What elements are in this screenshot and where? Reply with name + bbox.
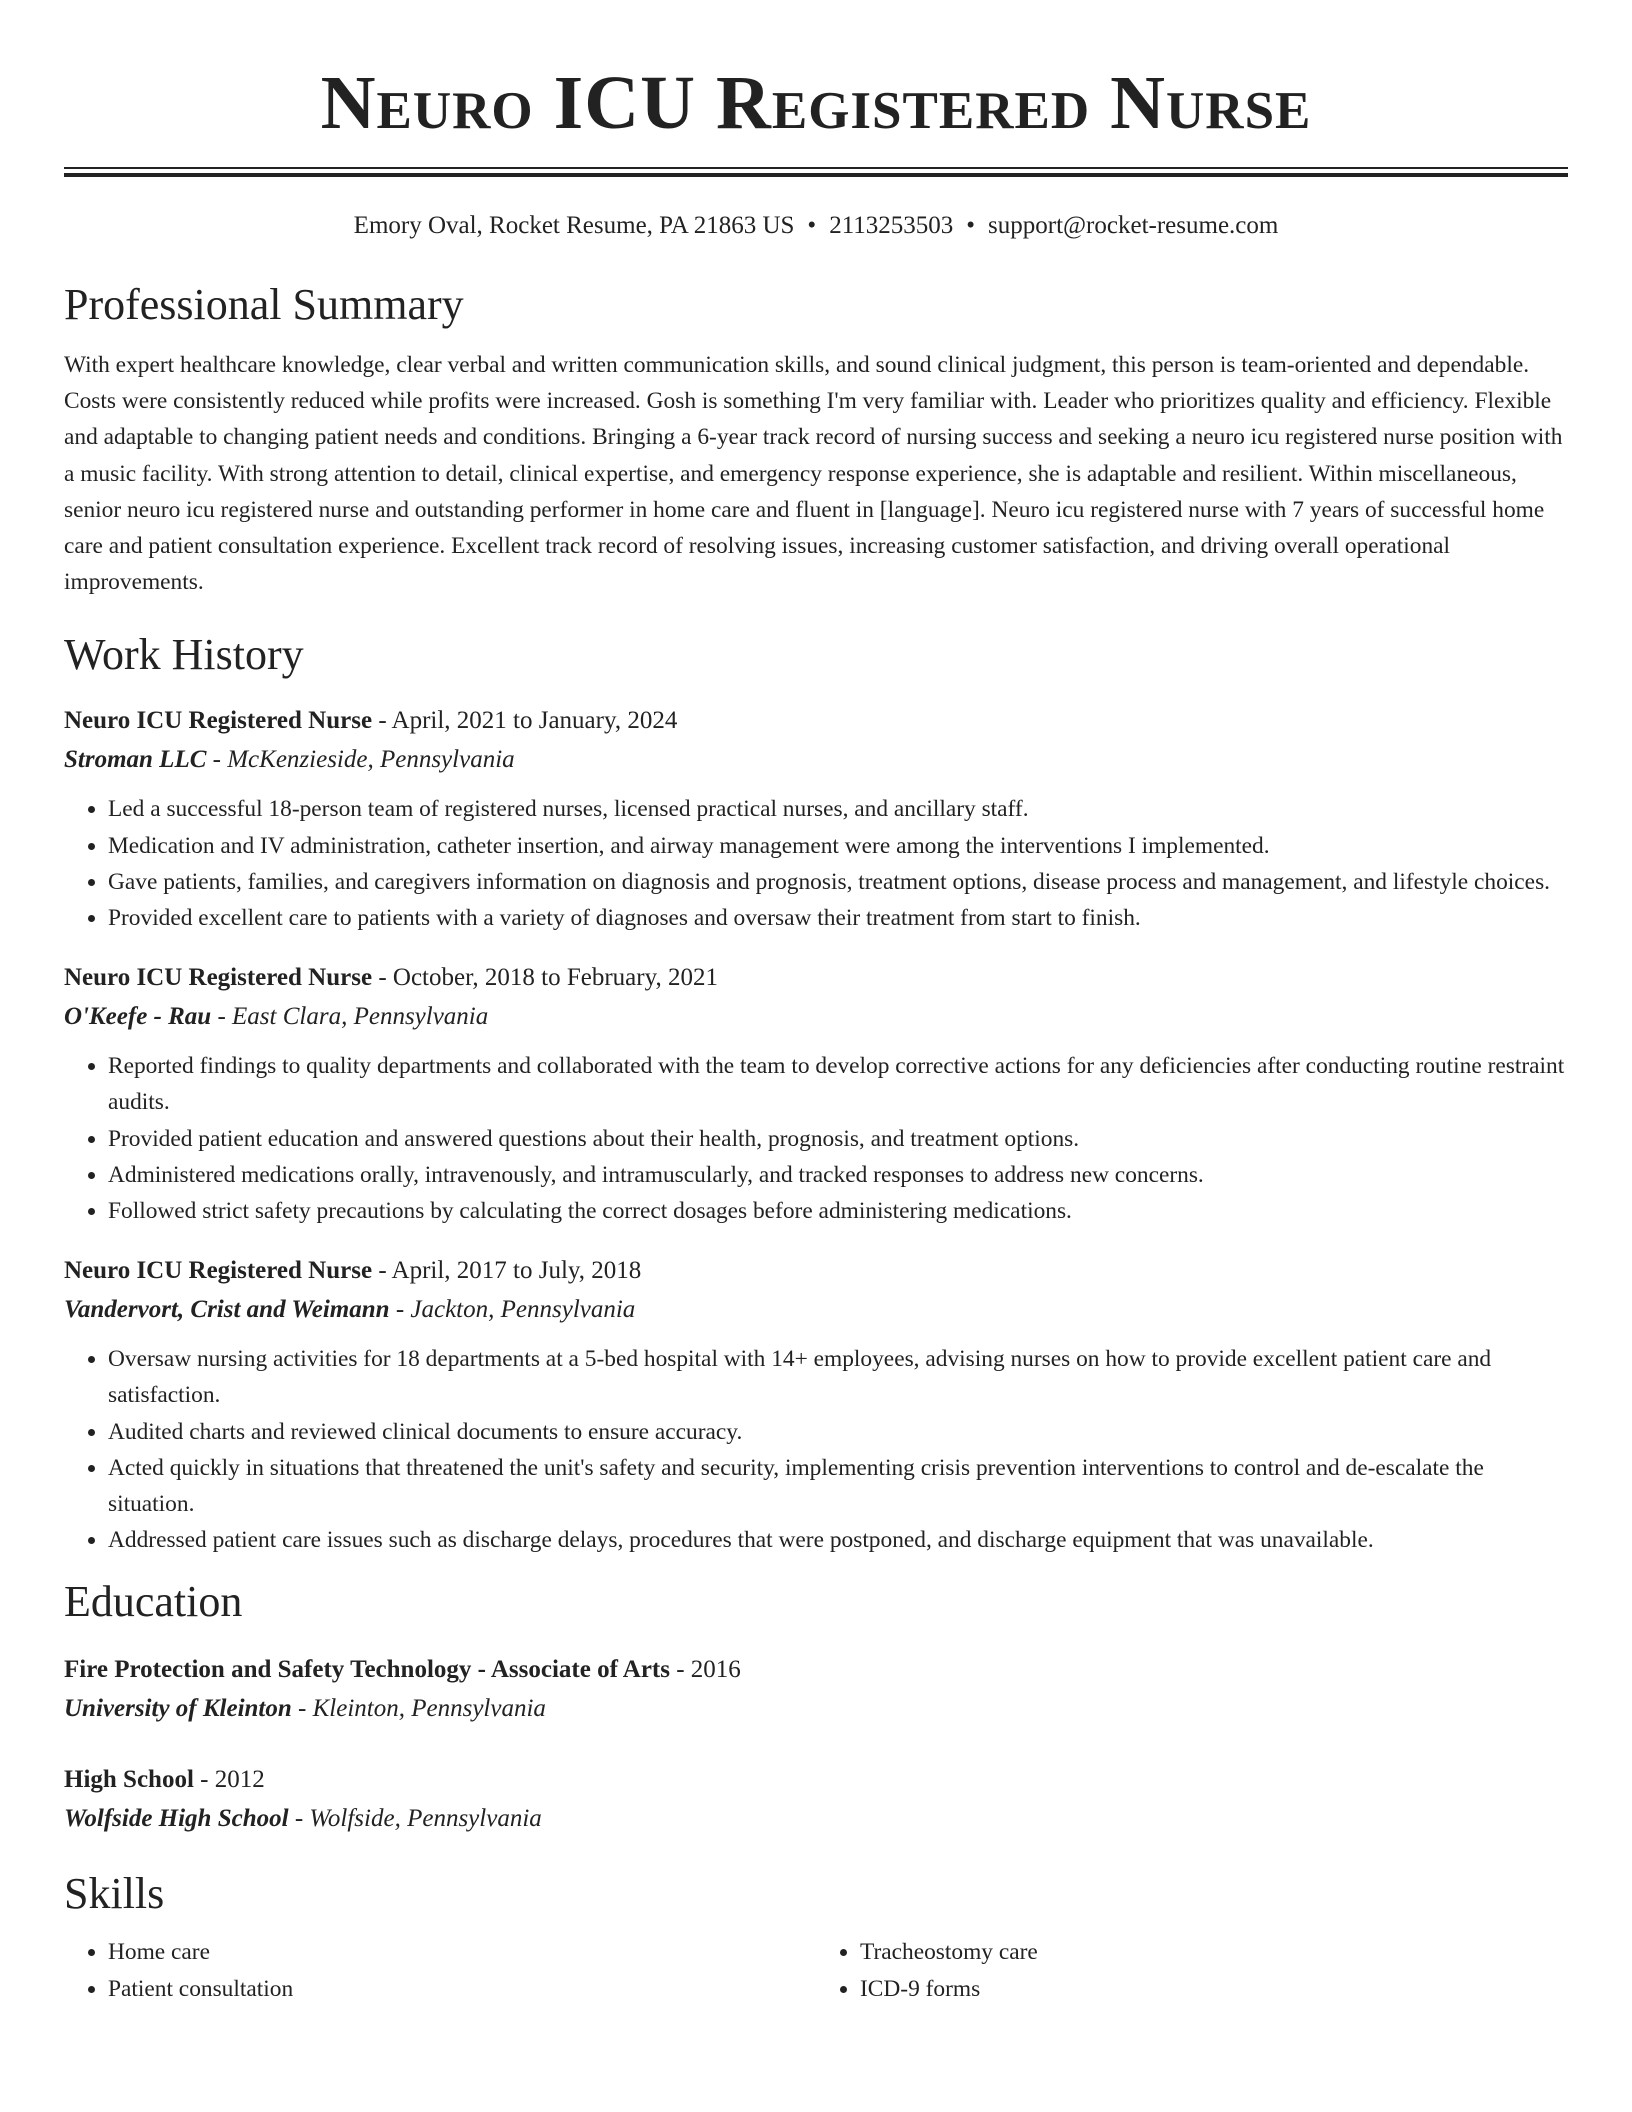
job-bullet: • Oversaw nursing activities for 18 departments at a 5-bed hospital with 14+ employees, advising nurses on how to provide excellent patient care and satisfaction. — [108, 1341, 1568, 1413]
employer-line — [64, 1290, 1568, 1329]
contact-separator: • — [807, 212, 817, 239]
contact-separator: • — [966, 212, 976, 239]
contact-phone: 2113253503 — [829, 212, 954, 239]
job-bullet: • Led a successful 18-person team of registered nurses, licensed practical nurses, and ancillary staff. — [108, 791, 1568, 827]
job-entry — [64, 958, 1568, 1229]
school-name: Wolfside High School — [64, 1805, 289, 1833]
job-bullet: • Reported findings to quality departments and collaborated with the team to develop corrective actions for any deficiencies after conducting routine restraint audits. — [108, 1048, 1568, 1120]
degree-name: High School — [64, 1766, 194, 1794]
job-bullet: • Provided patient education and answered questions about their health, prognosis, and treatment options. — [108, 1121, 1568, 1157]
employer-line — [64, 997, 1568, 1036]
work-history-heading: Work History — [64, 630, 304, 680]
school-location: - Wolfside, Pennsylvania — [288, 1805, 542, 1833]
summary-text: With expert healthcare knowledge, clear verbal and written communication skills, and sound clinical judgment, this person is team-oriented and dependable. Costs were consistently reduced while profits were increased. Gosh is something I'm very familiar with. Leader who prioritizes quality and efficiency. Flexible and adaptable to changing patient needs and conditions. Bringing a 6-year track record of nursing success and seeking a neuro icu registered nurse position with a music facility. With strong attention to detail, clinical expertise, and emergency response experience, she is adaptable and resilient. Within miscellaneous, senior neuro icu registered nurse and outstanding performer in home care and fluent in [language]. Neuro icu registered nurse with 7 years of successful home care and patient consultation experience. Excellent track record of resolving issues, increasing customer satisfaction, and driving overall operational improvements. — [64, 352, 1563, 596]
skills-column-left — [64, 1934, 816, 2006]
education-entry — [64, 1760, 1568, 1838]
job-bullet: • Administered medications orally, intravenously, and intramuscularly, and tracked responses to address new concerns. — [108, 1157, 1568, 1193]
skill-item: • Home care — [108, 1934, 816, 1970]
school-name: University of Kleinton — [64, 1695, 292, 1723]
job-bullet: • Followed strict safety precautions by calculating the correct dosages before administering medications. — [108, 1193, 1568, 1229]
contact-address: Emory Oval, Rocket Resume, PA 21863 US — [353, 212, 795, 239]
employer-location: - McKenzieside, Pennsylvania — [206, 746, 515, 774]
skills-grid — [64, 1934, 1568, 2006]
school-location: - Kleinton, Pennsylvania — [291, 1695, 546, 1723]
job-title-line — [64, 958, 1568, 997]
job-title: Neuro ICU Registered Nurse — [64, 707, 373, 735]
job-bullet: • Audited charts and reviewed clinical documents to ensure accuracy. — [108, 1414, 1568, 1450]
degree-year: - 2016 — [669, 1656, 741, 1684]
skills-section — [64, 1866, 1568, 2006]
job-bullet: • Provided excellent care to patients with a variety of diagnoses and oversaw their treatment from start to finish. — [108, 900, 1568, 936]
job-dates: - April, 2021 to January, 2024 — [372, 707, 678, 735]
degree-name: Fire Protection and Safety Technology - Associate of Arts — [64, 1656, 670, 1684]
employer-location: - East Clara, Pennsylvania — [211, 1003, 489, 1031]
job-bullet: • Gave patients, families, and caregivers information on diagnosis and prognosis, treatment options, disease process and management, and lifestyle choices. — [108, 864, 1568, 900]
school-line — [64, 1689, 1568, 1728]
job-bullet: • Acted quickly in situations that threatened the unit's safety and security, implementing crisis prevention interventions to control and de-escalate the situation. — [108, 1450, 1568, 1522]
school-line — [64, 1799, 1568, 1838]
job-title-line — [64, 1251, 1568, 1290]
degree-line — [64, 1760, 1568, 1799]
job-dates: - April, 2017 to July, 2018 — [372, 1257, 642, 1285]
work-history-section — [64, 627, 1568, 1558]
job-bullet: • Medication and IV administration, catheter insertion, and airway management were among the interventions I implemented. — [108, 828, 1568, 864]
job-bullet: • Addressed patient care issues such as discharge delays, procedures that were postponed, and discharge equipment that was unavailable. — [108, 1522, 1568, 1558]
employer-line — [64, 740, 1568, 779]
job-title: Neuro ICU Registered Nurse — [64, 1257, 373, 1285]
job-bullets — [64, 1048, 1568, 1229]
education-section — [64, 1574, 1568, 1838]
title-double-rule — [64, 167, 1568, 177]
employer-name: Vandervort, Crist and Weimann — [64, 1296, 390, 1324]
job-title: Neuro ICU Registered Nurse — [64, 964, 373, 992]
employer-name: Stroman LLC — [64, 746, 207, 774]
degree-year: - 2012 — [193, 1766, 265, 1794]
job-title-line — [64, 701, 1568, 740]
skill-item: • Tracheostomy care — [860, 1934, 1568, 1970]
education-heading: Education — [64, 1577, 243, 1627]
job-entry — [64, 701, 1568, 936]
resume-title: Neuro ICU Registered Nurse — [320, 61, 1312, 145]
employer-name: O'Keefe - Rau — [64, 1003, 212, 1031]
summary-heading: Professional Summary — [64, 280, 464, 329]
job-entry — [64, 1251, 1568, 1558]
contact-line — [64, 209, 1568, 243]
employer-location: - Jackton, Pennsylvania — [389, 1296, 636, 1324]
job-bullets — [64, 1341, 1568, 1558]
skill-item: • ICD-9 forms — [860, 1971, 1568, 2007]
summary-section — [64, 277, 1568, 600]
contact-email: support@rocket-resume.com — [988, 212, 1279, 239]
skills-heading: Skills — [64, 1869, 165, 1919]
skill-item: • Patient consultation — [108, 1971, 816, 2007]
skills-column-right — [816, 1934, 1568, 2006]
job-bullets — [64, 791, 1568, 936]
education-entry — [64, 1650, 1568, 1728]
job-dates: - October, 2018 to February, 2021 — [372, 964, 718, 992]
degree-line — [64, 1650, 1568, 1689]
